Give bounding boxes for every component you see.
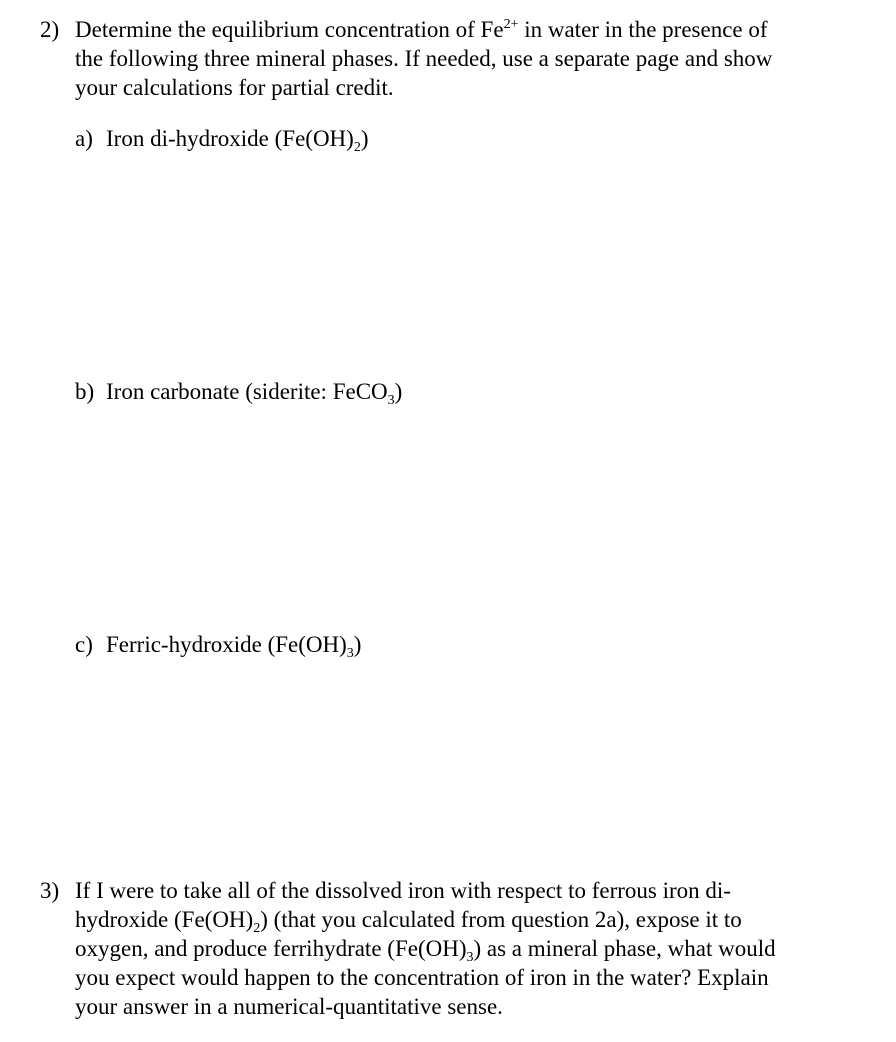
part-a-text: Iron di-hydroxide $(Fe(OH)_2)$: [106, 126, 369, 155]
question-2-line-2: the following three mineral phases. If needed, use a separate page and show: [75, 46, 773, 71]
question-3-line-4: you expect would happen to the concentration of iron in the water? Explain: [75, 965, 769, 990]
question-3-line-5: your answer in a numerical-quantitative sense.: [75, 994, 503, 1019]
question-3-line-2: hydroxide $(Fe(OH)_2)$ (that you calculated from question 2a), expose it to: [75, 907, 742, 936]
part-b-text: Iron carbonate (siderite: FeCO$_3$): [106, 379, 403, 408]
part-c-text: Ferric-hydroxide $(Fe(OH)_3)$: [106, 632, 362, 661]
question-2-prompt: [75, 15, 772, 102]
question-3-line-3: oxygen, and produce ferrihydrate $(Fe(OH)_3)$ as a mineral phase, what would: [75, 936, 776, 965]
question-2-line-3: your calculations for partial credit.: [75, 75, 394, 100]
part-b-label: b): [75, 379, 95, 404]
question-2-line-1: Determine the equilibrium concentration of $Fe^{2+}$ in water in the presence of: [75, 17, 768, 42]
question-2-number: 2): [40, 17, 60, 42]
question-3-line-1: If I were to take all of the dissolved iron with respect to ferrous iron di-: [75, 878, 731, 903]
question-3-prompt: [75, 876, 776, 1021]
question-3-number: 3): [40, 878, 60, 903]
part-a-label: a): [75, 126, 93, 151]
part-c-label: c): [75, 632, 93, 657]
